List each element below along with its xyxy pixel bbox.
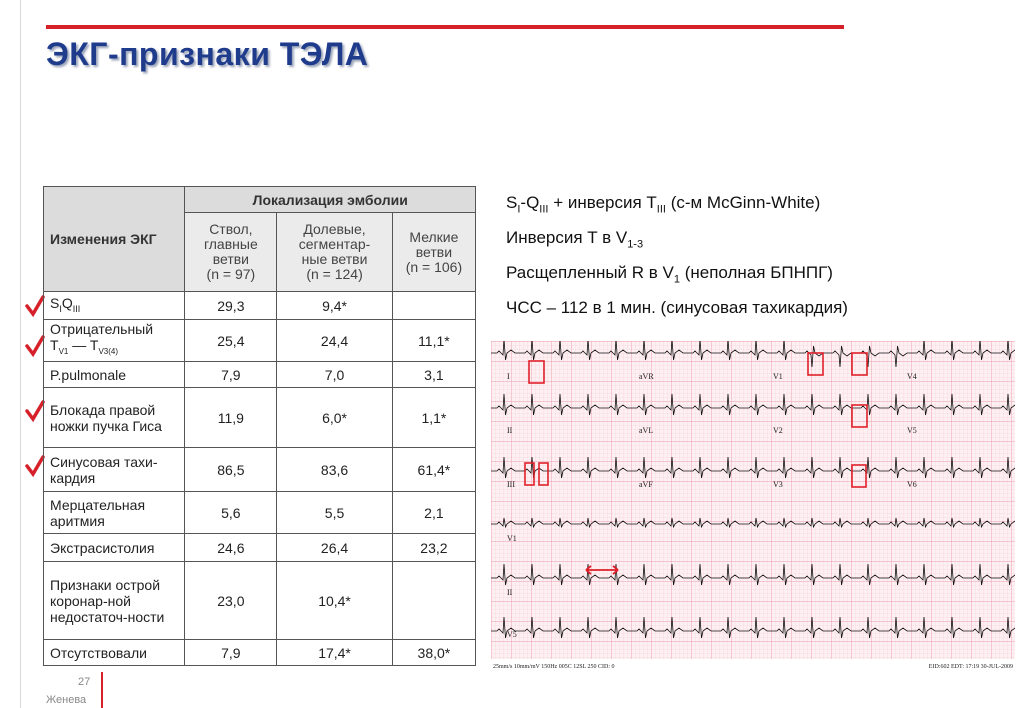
table-row: Блокада правой ножки пучка Гиса 11,9 6,0* 1,1* — [44, 388, 476, 448]
ecg-lead-label: I — [507, 372, 510, 381]
embolism-table — [43, 186, 476, 666]
table-row: P.pulmonale 7,9 7,0 3,1 — [44, 362, 476, 388]
ecg-lead-label: aVL — [639, 426, 654, 435]
table-row: Отрицательный $T_{V1}$ — $T_{V3(4)}$ 25,4 24,4 11,1* — [44, 320, 476, 362]
left-margin-line — [20, 0, 21, 708]
ecg-grid-lines — [491, 341, 1015, 659]
table-row: Синусовая тахи-кардия 86,5 83,6 61,4* — [44, 448, 476, 492]
ecg-lead-label: V6 — [907, 480, 917, 489]
ecg-lead-label: V1 — [773, 372, 783, 381]
ecg-footer: 25mm/s 10mm/mV 150Hz 005C 12SL 250 CID: 0 — [493, 664, 615, 670]
table-row: Признаки острой коронар-ной недостаточ-ности 23,0 10,4* — [44, 562, 476, 640]
ecg-lead-label: III — [507, 480, 515, 489]
ecg-lead-label: V5 — [907, 426, 917, 435]
table-row: $S_IQ_{III}$ 29,3 9,4* — [44, 292, 476, 320]
title-accent-line — [46, 25, 844, 29]
ecg-lead-label: V2 — [773, 426, 783, 435]
column-header-lobar: Долевые, сегментар- ные ветви (n = 124) — [277, 213, 393, 292]
ecg-lead-label: V1 — [507, 534, 517, 543]
page-number: 27 — [78, 676, 91, 688]
finding-t-inversion: Инверсия T в $V_{1-3}$ — [506, 228, 644, 251]
table-group-header: Локализация эмболии — [185, 187, 476, 213]
finding-split-r: Расщепленный R в $V_1$ (неполная БПНПГ) — [506, 263, 833, 286]
ecg-lead-label: V5 — [507, 630, 517, 639]
table-row: Мерцательная аритмия 5,6 5,5 2,1 — [44, 492, 476, 534]
ecg-lead-label: aVF — [639, 480, 653, 489]
ecg-lead-label: aVR — [639, 372, 654, 381]
slide-title: ЭКГ-признаки ТЭЛА — [46, 36, 369, 72]
finding-heart-rate: ЧСС – 112 в 1 мин. (синусовая тахикардия) — [506, 298, 848, 317]
ecg-lead-label: V3 — [773, 480, 783, 489]
footer-city: Женева — [46, 694, 87, 706]
table-row: Отсутствовали 7,9 17,4* 38,0* — [44, 640, 476, 666]
ecg-lead-label: II — [507, 426, 513, 435]
column-header-trunk: Ствол, главные ветви (n = 97) — [185, 213, 277, 292]
finding-mcginn-white: $S_I-Q_{III}$ + инверсия $T_{III}$ (c-м McGinn-White) — [506, 193, 821, 216]
ecg-lead-label: II — [507, 588, 513, 597]
ecg-strip — [491, 341, 1015, 671]
footer-accent-bar — [101, 672, 103, 708]
table-row: Экстрасистолия 24,6 26,4 23,2 — [44, 534, 476, 562]
ecg-lead-label: V4 — [907, 372, 917, 381]
ecg-findings — [506, 192, 848, 332]
column-header-small: Мелкие ветви (n = 106) — [392, 213, 475, 292]
table-header-changes: Изменения ЭКГ — [44, 187, 185, 292]
ecg-footer-right: EID:602 EDT: 17:19 30-JUL-2009 — [928, 664, 1013, 670]
